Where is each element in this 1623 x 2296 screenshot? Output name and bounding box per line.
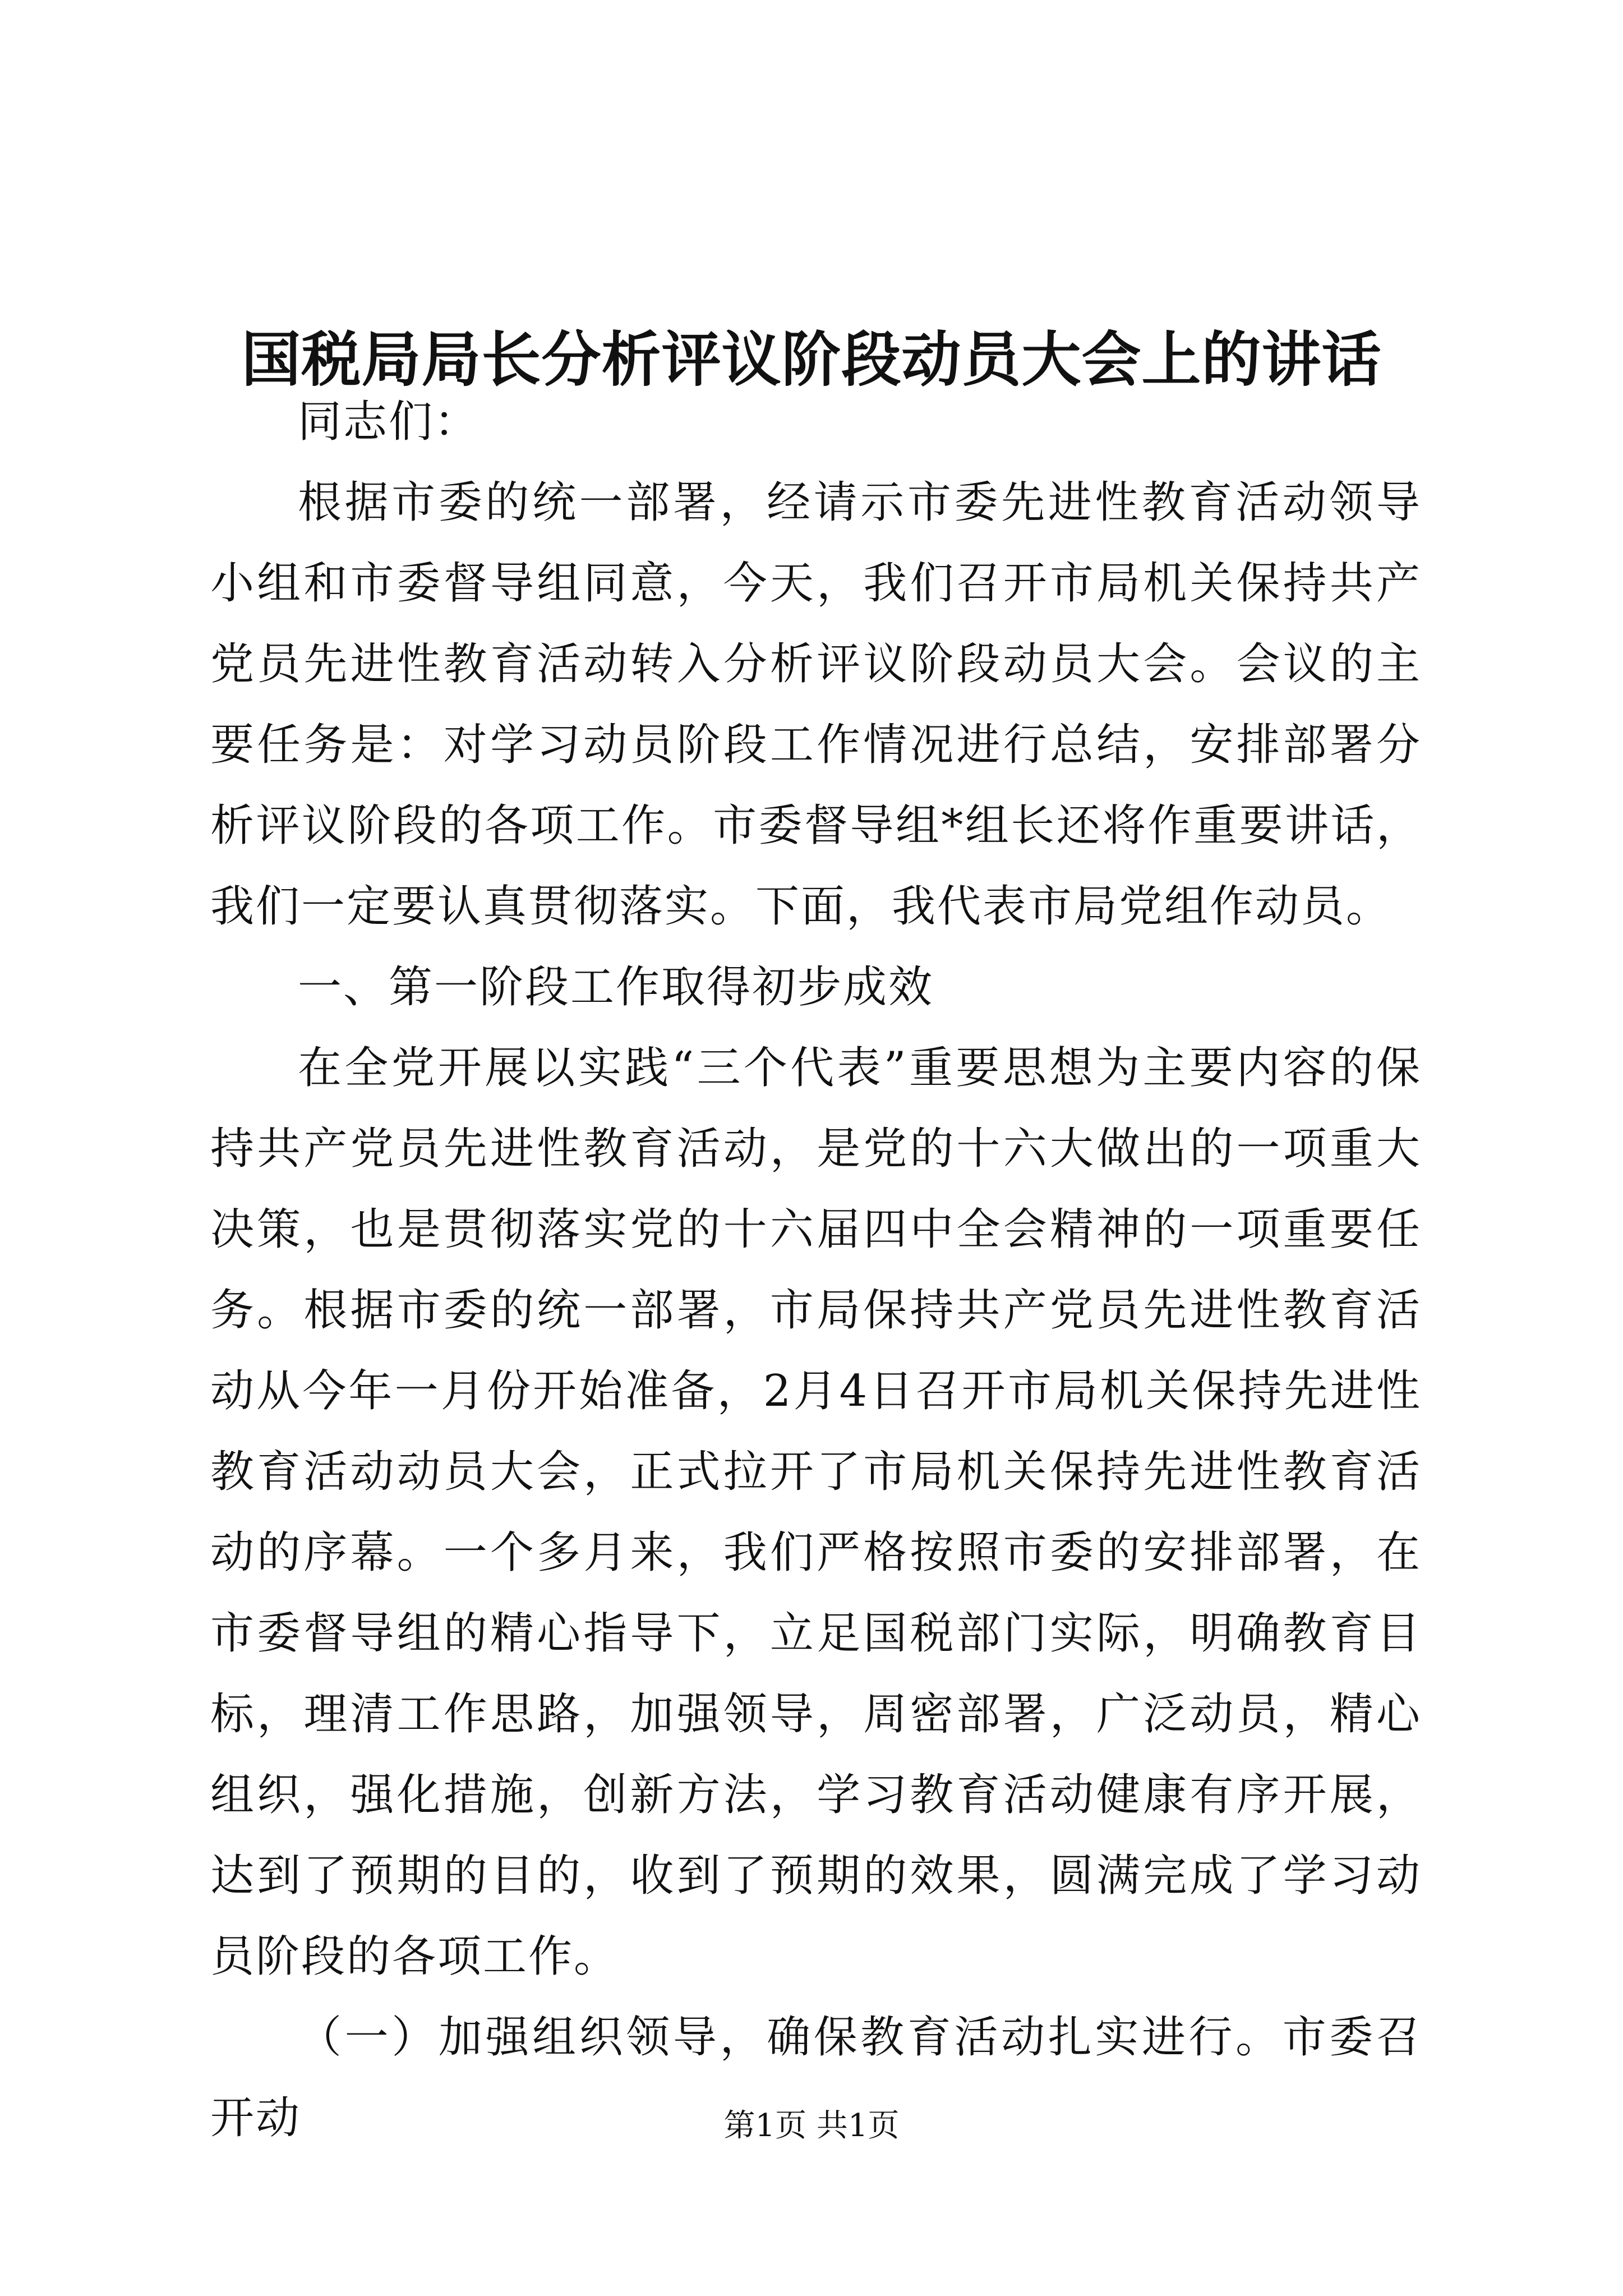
subsection-paragraph: （一）加强组织领导，确保教育活动扎实进行。市委召开动	[210, 2012, 1422, 2143]
section-paragraph: 在全党开展以实践“三个代表”重要思想为主要内容的保持共产党员先进性教育活动，是党的十六大做出的一项重大决策，也是贯彻落实党的十六届四中全会精神的一项重要任务。根据市委的统一部署，市局保持共产党员先进性教育活动从今年一月份开始准备，2月4日召开市局机关保持先进性教育活动动员大会，正式拉开了市局机关保持先进性教育活动的序幕。一个多月来，我们严格按照市委的安排部署，在市委督导组的精心指导下，立足国税部门实际，明确教育目标，理清工作思路，加强领导，周密部署，广泛动员，精心组织，强化措施，创新方法，学习教育活动健康有序开展，达到了预期的目的，收到了预期的效果，圆满完成了学习动员阶段的各项工作。	[210, 1043, 1422, 1982]
salutation-paragraph: 同志们：	[298, 397, 480, 447]
section-heading: 一、第一阶段工作取得初步成效	[298, 962, 934, 1013]
document-title: 国税局局长分析评议阶段动员大会上的讲话	[241, 324, 1382, 395]
page-footer: 第1页 共1页	[723, 2108, 900, 2144]
document-body	[210, 381, 1422, 2159]
intro-paragraph: 根据市委的统一部署，经请示市委先进性教育活动领导小组和市委督导组同意，今天，我们召开市局机关保持共产党员先进性教育活动转入分析评议阶段动员大会。会议的主要任务是：对学习动员阶段工作情况进行总结，安排部署分析评议阶段的各项工作。市委督导组*组长还将作重要讲话，我们一定要认真贯彻落实。下面，我代表市局党组作动员。	[210, 477, 1422, 932]
